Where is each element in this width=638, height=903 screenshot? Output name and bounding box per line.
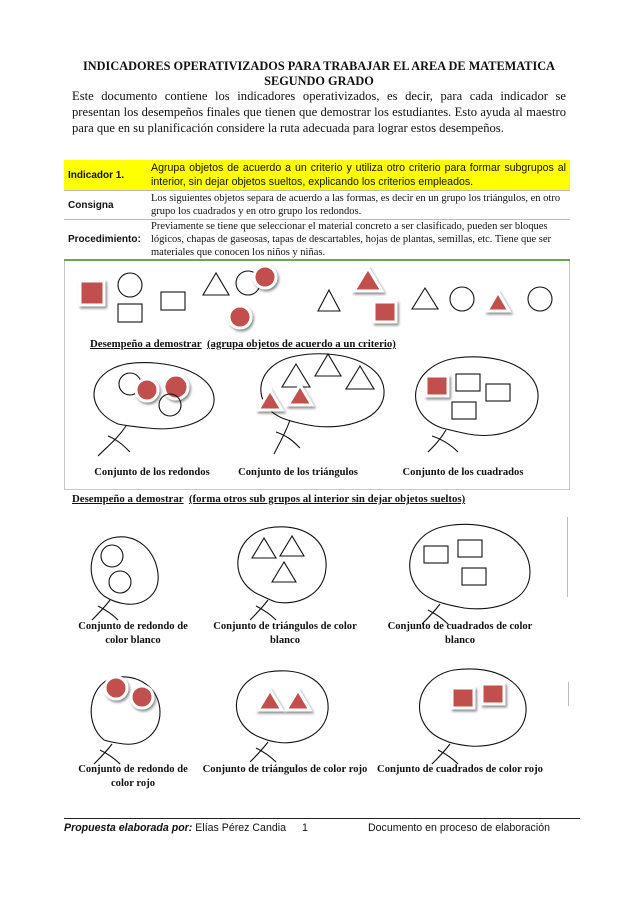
red-circle-shape — [105, 677, 127, 699]
red-triangle-shape — [258, 390, 282, 410]
red-square-shape — [452, 688, 474, 708]
performance-lead: Desempeño a demostrar — [90, 338, 202, 350]
white-triangle-shape — [272, 562, 296, 582]
set-stem-shape — [98, 426, 126, 456]
caption-redondos: Conjunto de los redondos — [94, 467, 210, 478]
white-triangle-shape — [252, 538, 276, 558]
caption-cuadrados: Conjunto de los cuadrados — [402, 467, 524, 478]
set-outline-shape — [91, 537, 158, 604]
set-stem-shape — [250, 600, 268, 620]
white-circle-shape — [528, 287, 552, 311]
white-square-shape — [118, 304, 142, 322]
white-triangle-shape — [412, 288, 438, 309]
white-triangle-shape — [280, 536, 304, 556]
set-stem-shape — [92, 600, 110, 620]
footer-status: Documento en proceso de elaboración — [368, 822, 550, 834]
red-square-shape — [374, 302, 396, 322]
white-circle-shape — [450, 287, 474, 311]
white-triangle-shape — [318, 290, 340, 311]
white-triangle-shape — [315, 354, 341, 376]
red-circle-shape — [254, 266, 276, 288]
white-square-shape — [161, 292, 185, 310]
set-outline-shape — [236, 671, 328, 743]
red-triangle-shape — [258, 690, 282, 710]
performance-heading-1 — [90, 338, 396, 350]
caption-cuadrados-rojo: Conjunto de cuadrados de color rojo — [377, 764, 543, 775]
row-label: Procedimiento: — [64, 220, 147, 260]
performance-lead: Desempeño a demostrar — [72, 493, 184, 505]
performance-detail: (agrupa objetos de acuerdo a un criterio) — [206, 338, 396, 350]
white-square-shape — [456, 374, 480, 391]
white-square-shape — [486, 384, 510, 401]
set-stem-shape — [432, 744, 450, 764]
red-triangle-shape — [288, 385, 312, 405]
white-square-shape — [462, 568, 486, 585]
red-circle-shape — [136, 379, 158, 401]
white-triangle-shape — [203, 273, 229, 295]
footer-author: Elías Pérez Candia — [195, 822, 286, 834]
row-text: Previamente se tiene que seleccionar el material concreto a ser clasificado, pueden ser bloques lógicos, chapas de gaseosas, tapas de descartables, hojas de plantas, semillas, etc. Tiene que ser materiales que conocen los niños y niñas. — [147, 220, 570, 260]
set-stem-shape — [94, 744, 112, 764]
set-stem-shape — [276, 432, 300, 448]
row-text: Agrupa objetos de acuerdo a un criterio y utiliza otro criterio para formar subgrupos al interior, sin dejar objetos sueltos, explicando los criterios empleados. — [147, 160, 570, 191]
white-circle-shape — [118, 273, 142, 297]
red-square-shape — [80, 281, 104, 305]
white-circle-shape — [109, 571, 131, 593]
red-square-shape — [426, 376, 448, 396]
row-label: Indicador 1. — [64, 160, 147, 191]
set-outline-shape — [410, 524, 530, 608]
red-circle-shape — [229, 306, 251, 328]
caption-cuadrados-blanco: Conjunto de cuadrados de color blanco — [387, 621, 533, 646]
set-stem-shape — [256, 748, 276, 762]
white-triangle-shape — [282, 364, 310, 387]
set-stem-shape — [256, 606, 276, 620]
red-triangle-shape — [286, 690, 310, 710]
red-triangle-shape — [487, 292, 509, 311]
caption-redondo-blanco: Conjunto de redondo de color blanco — [78, 621, 188, 646]
footer-rule — [64, 818, 580, 819]
red-circle-shape — [131, 686, 153, 708]
white-triangle-shape — [346, 366, 374, 389]
set-outline-shape — [261, 354, 384, 427]
title-line-1: INDICADORES OPERATIVIZADOS PARA TRABAJAR EL AREA DE MATEMATICA — [82, 59, 555, 73]
white-square-shape — [452, 402, 476, 419]
row-text: Los siguientes objetos separa de acuerdo a las formas, es decir en un grupo los triángulos, en otro grupo los cuadrados y en otro grupo los redondos. — [147, 191, 570, 220]
caption-redondo-rojo: Conjunto de redondo de color rojo — [78, 764, 188, 789]
caption-triangulos: Conjunto de los triángulos — [238, 467, 358, 478]
page-number: 1 — [302, 822, 308, 834]
red-square-shape — [482, 684, 504, 704]
title-line-2: SEGUNDO GRADO — [264, 74, 374, 88]
white-square-shape — [424, 546, 448, 563]
caption-triangulos-rojo: Conjunto de triángulos de color rojo — [202, 764, 368, 775]
row-label: Consigna — [64, 191, 147, 220]
intro-paragraph: Este documento contiene los indicadores operativizados, es decir, para cada indicador se presentan los desempeños finales que tienen que demostrar los estudiantes. Esto ayuda al maestro para que en su planificación considere la ruta adecuada para lograr estos desempeños. — [72, 89, 566, 135]
footer-label: Propuesta elaborada por: — [64, 822, 193, 834]
white-circle-shape — [101, 545, 123, 567]
set-stem-shape — [250, 742, 268, 762]
white-square-shape — [458, 540, 482, 557]
set-stem-shape — [108, 436, 130, 452]
set-stem-shape — [98, 606, 118, 620]
set-stem-shape — [100, 750, 120, 764]
page-footer — [64, 822, 580, 834]
set-stem-shape — [438, 750, 458, 764]
performance-detail: (forma otros sub grupos al interior sin dejar objetos sueltos) — [188, 493, 466, 505]
red-triangle-shape — [354, 268, 382, 291]
performance-heading-2 — [72, 493, 465, 505]
caption-triangulos-blanco: Conjunto de triángulos de color blanco — [213, 621, 357, 646]
